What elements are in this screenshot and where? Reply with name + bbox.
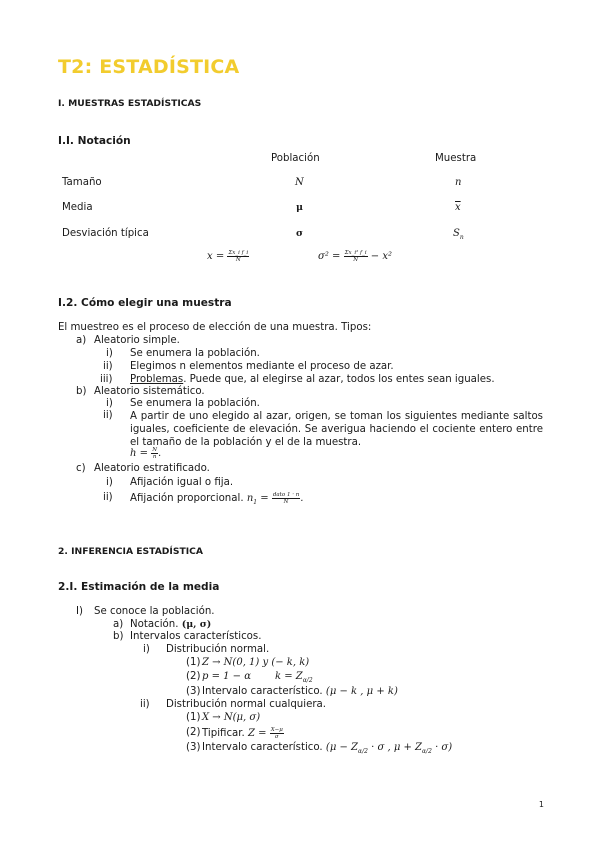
item-aleatorio-estratificado: Aleatorio estratificado. (94, 463, 210, 474)
item-se-conoce-poblacion: Se conoce la población. (94, 606, 215, 617)
list-marker-a: a) (76, 335, 87, 346)
list-marker-2b-ii: ii) (140, 699, 150, 710)
item-bi-3: Intervalo característico. (μ − k , μ + k) (202, 686, 398, 697)
section-heading-2: 2. INFERENCIA ESTADÍSTICA (58, 546, 204, 557)
list-marker-a-ii: ii) (103, 361, 113, 372)
section-heading-1: I. MUESTRAS ESTADÍSTICAS (58, 98, 202, 109)
cell-tamano-poblacion: N (295, 177, 304, 188)
col-header-poblacion: Población (271, 153, 320, 164)
cell-desviacion-poblacion: σ (296, 228, 304, 239)
item-distribucion-normal: Distribución normal. (166, 644, 270, 655)
cell-desviacion-muestra: $S_n$ (453, 228, 464, 241)
item-intervalos: Intervalos característicos. (130, 631, 262, 642)
page-title: T2: ESTADÍSTICA (58, 56, 240, 78)
item-c-i: Afijación igual o fija. (130, 477, 234, 488)
item-a-i: Se enumera la población. (130, 348, 260, 359)
step-bi-2: (2) (186, 671, 201, 682)
muestreo-intro: El muestreo es el proceso de elección de una muestra. Tipos: (58, 322, 372, 333)
formula-bi-2-k: $k = Z_{\alpha/2}$ (275, 671, 313, 684)
list-marker-2b: b) (113, 631, 124, 642)
item-bii-3: Intervalo característico. ($\mu - Z_{\alpha/2} \cdot \sigma$ , $\mu + Z_{\alpha/2} \cdot \sigma$) (202, 742, 453, 755)
list-marker-c-i: i) (106, 477, 113, 488)
list-marker-b-ii: ii) (103, 410, 113, 421)
list-marker-2a: a) (113, 619, 124, 630)
cell-media-muestra: $\overline{x}$ (455, 202, 461, 213)
item-c-ii: Afijación proporcional. $n_1$ = $\frac{\text{dato 1 · n}}{N}$ . (130, 492, 304, 506)
list-marker-b-i: i) (106, 398, 113, 409)
list-marker-c-ii: ii) (103, 492, 113, 503)
item-aleatorio-sistematico: Aleatorio sistemático. (94, 386, 205, 397)
list-marker-2b-i: i) (143, 644, 150, 655)
step-bi-3: (3) (186, 686, 201, 697)
item-bii-2: Tipificar. Z = $\frac{X-\mu}{\sigma}$ (202, 727, 283, 740)
step-bii-2: (2) (186, 727, 201, 738)
cell-tamano-muestra: n (455, 177, 462, 188)
item-a-iii: Problemas. Puede que, al elegirse al azar, todos los entes sean iguales. (130, 374, 495, 385)
list-marker-c: c) (76, 463, 86, 474)
row-label-tamano: Tamaño (62, 177, 102, 188)
step-bii-3: (3) (186, 742, 201, 753)
formula-bi-2: p = 1 − α (202, 671, 251, 682)
subsection-notacion: I.I. Notación (58, 135, 131, 147)
item-aleatorio-simple: Aleatorio simple. (94, 335, 180, 346)
cell-media-poblacion: μ (296, 202, 303, 213)
step-bii-1: (1) (186, 712, 201, 723)
item-a-ii: Elegimos n elementos mediante el proceso de azar. (130, 361, 394, 372)
item-b-i: Se enumera la población. (130, 398, 260, 409)
col-header-muestra: Muestra (435, 153, 477, 164)
step-bi-1: (1) (186, 657, 201, 668)
list-marker-b: b) (76, 386, 87, 397)
page-number: 1 (538, 800, 544, 809)
formula-bii-1: X → N(μ, σ) (202, 712, 261, 723)
list-marker-I: I) (76, 606, 83, 617)
formula-variance: σ² = $\frac{\text{Σx\_i² f\_i}}{N}$ − x² (318, 250, 392, 263)
item-notacion: Notación. (μ, σ) (130, 619, 212, 630)
formula-mean: x = $\frac{\text{Σx\_i f\_i}}{N}$ (207, 250, 249, 263)
formula-h: h = $\frac{N}{n}$ . (130, 447, 162, 460)
item-b-ii: A partir de uno elegido al azar, origen, se toman los siguientes mediante saltos iguales, coeficiente de elevación. Se averigua haciendo el cociente entero entre el tamaño de la población y el de la muestra. (130, 411, 543, 448)
formula-bi-1: Z → N(0, 1) y (− k, k) (202, 657, 310, 668)
list-marker-a-i: i) (106, 348, 113, 359)
row-label-media: Media (62, 202, 93, 213)
list-marker-a-iii: iii) (100, 374, 113, 385)
item-distribucion-cualquiera: Distribución normal cualquiera. (166, 699, 327, 710)
row-label-desviacion: Desviación típica (62, 228, 149, 239)
subsection-elegir-muestra: I.2. Cómo elegir una muestra (58, 297, 232, 309)
subsection-estimacion-media: 2.I. Estimación de la media (58, 581, 220, 593)
